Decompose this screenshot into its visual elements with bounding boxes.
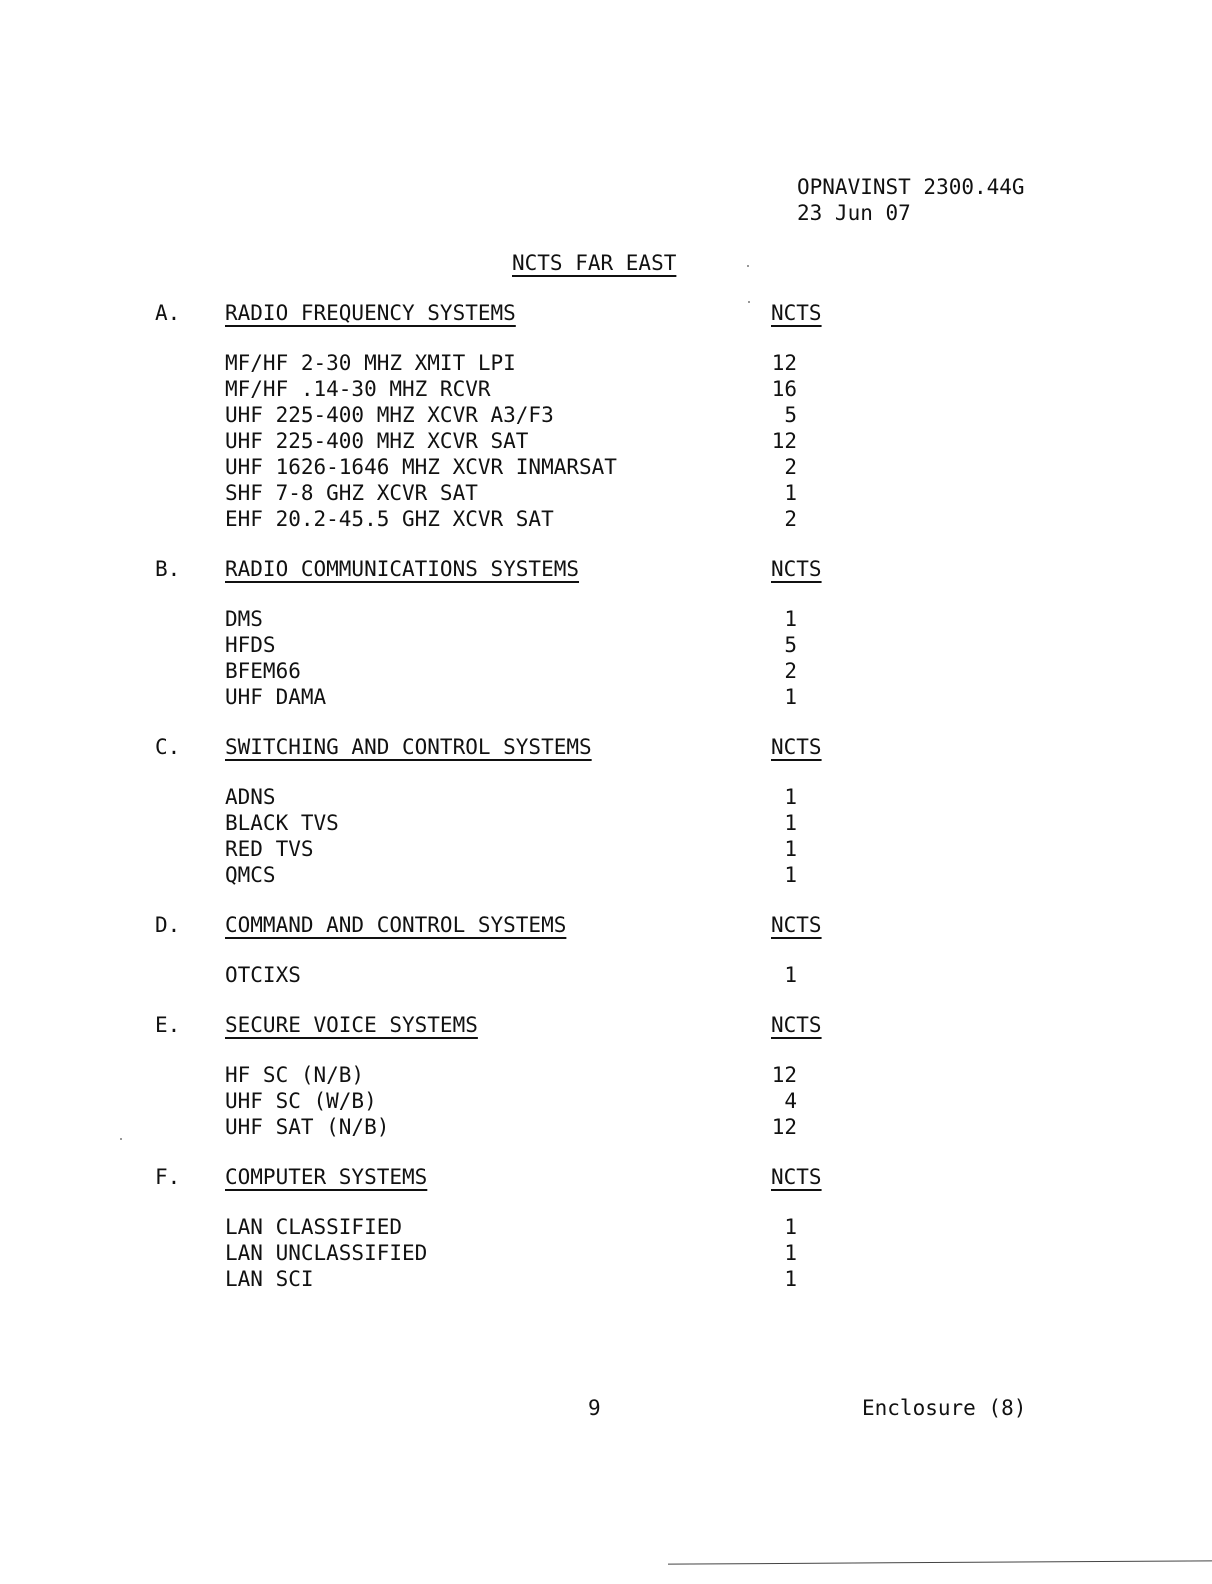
section (155, 300, 855, 532)
system-name: UHF SC (W/B) (225, 1089, 377, 1113)
scan-speck (747, 265, 749, 267)
system-name: UHF 225-400 MHZ XCVR A3/F3 (225, 403, 554, 427)
section-letter: C. (155, 735, 181, 759)
section-letter: B. (155, 557, 181, 581)
system-count: 1 (784, 811, 797, 835)
section-header (155, 912, 855, 938)
document-header (797, 174, 1025, 226)
table-row (155, 402, 855, 428)
table-row (155, 632, 855, 658)
system-name: QMCS (225, 863, 276, 887)
table-row (155, 480, 855, 506)
table-row (155, 606, 855, 632)
section-letter: F. (155, 1165, 181, 1189)
system-count: 1 (784, 481, 797, 505)
system-name: UHF 1626-1646 MHZ XCVR INMARSAT (225, 455, 617, 479)
system-name: LAN CLASSIFIED (225, 1215, 403, 1239)
system-name: SHF 7-8 GHZ XCVR SAT (225, 481, 478, 505)
table-row (155, 836, 855, 862)
section-letter: E. (155, 1013, 181, 1037)
document-date: 23 Jun 07 (797, 201, 911, 225)
enclosure-label: Enclosure (8) (862, 1396, 1027, 1420)
system-count: 1 (784, 963, 797, 987)
table-row (155, 506, 855, 532)
system-name: LAN UNCLASSIFIED (225, 1241, 428, 1265)
system-name: RED TVS (225, 837, 314, 861)
system-name: UHF 225-400 MHZ XCVR SAT (225, 429, 529, 453)
table-row (155, 350, 855, 376)
section (155, 912, 855, 988)
system-count: 2 (784, 455, 797, 479)
section-header (155, 1012, 855, 1038)
section-title: RADIO COMMUNICATIONS SYSTEMS (225, 557, 580, 581)
system-name: MF/HF .14-30 MHZ RCVR (225, 377, 491, 401)
system-name: LAN SCI (225, 1267, 314, 1291)
system-name: EHF 20.2-45.5 GHZ XCVR SAT (225, 507, 554, 531)
section (155, 1012, 855, 1140)
table-row (155, 454, 855, 480)
system-name: HFDS (225, 633, 276, 657)
scan-speck (120, 1138, 122, 1140)
system-count: 1 (784, 1241, 797, 1265)
column-header: NCTS (771, 735, 822, 759)
column-header: NCTS (771, 913, 822, 937)
system-name: HF SC (N/B) (225, 1063, 365, 1087)
system-name: OTCIXS (225, 963, 301, 987)
section-title: SECURE VOICE SYSTEMS (225, 1013, 478, 1037)
column-header: NCTS (771, 1013, 822, 1037)
section (155, 556, 855, 710)
section-title: RADIO FREQUENCY SYSTEMS (225, 301, 516, 325)
section (155, 1164, 855, 1292)
table-row (155, 1214, 855, 1240)
section-title: COMMAND AND CONTROL SYSTEMS (225, 913, 567, 937)
system-count: 4 (784, 1089, 797, 1113)
table-row (155, 810, 855, 836)
system-count: 5 (784, 633, 797, 657)
system-count: 1 (784, 785, 797, 809)
section-header (155, 556, 855, 582)
table-row (155, 1088, 855, 1114)
table-row (155, 1240, 855, 1266)
system-name: UHF SAT (N/B) (225, 1115, 390, 1139)
system-count: 1 (784, 1215, 797, 1239)
section-header (155, 734, 855, 760)
system-count: 1 (784, 685, 797, 709)
table-row (155, 1062, 855, 1088)
system-name: MF/HF 2-30 MHZ XMIT LPI (225, 351, 516, 375)
table-row (155, 376, 855, 402)
system-count: 1 (784, 863, 797, 887)
table-row (155, 1266, 855, 1292)
table-row (155, 1114, 855, 1140)
section-letter: A. (155, 301, 181, 325)
table-row (155, 428, 855, 454)
system-count: 2 (784, 507, 797, 531)
system-name: ADNS (225, 785, 276, 809)
system-count: 1 (784, 607, 797, 631)
system-count: 12 (771, 351, 797, 375)
table-row (155, 784, 855, 810)
page-title: NCTS FAR EAST (512, 251, 677, 275)
page-number: 9 (588, 1396, 601, 1420)
system-count: 16 (771, 377, 797, 401)
section-title: SWITCHING AND CONTROL SYSTEMS (225, 735, 592, 759)
table-row (155, 684, 855, 710)
system-name: BFEM66 (225, 659, 301, 683)
system-count: 2 (784, 659, 797, 683)
system-count: 12 (771, 1115, 797, 1139)
system-name: DMS (225, 607, 263, 631)
section-header (155, 1164, 855, 1190)
scan-speck (748, 301, 750, 303)
system-count: 5 (784, 403, 797, 427)
column-header: NCTS (771, 1165, 822, 1189)
table-row (155, 658, 855, 684)
system-sections (155, 300, 855, 1316)
system-count: 12 (771, 429, 797, 453)
column-header: NCTS (771, 301, 822, 325)
system-count: 12 (771, 1063, 797, 1087)
system-count: 1 (784, 837, 797, 861)
footer-rule (668, 1560, 1212, 1564)
instruction-number: OPNAVINST 2300.44G (797, 175, 1025, 199)
system-name: UHF DAMA (225, 685, 327, 709)
section-title: COMPUTER SYSTEMS (225, 1165, 428, 1189)
section-header (155, 300, 855, 326)
table-row (155, 862, 855, 888)
column-header: NCTS (771, 557, 822, 581)
section-letter: D. (155, 913, 181, 937)
section (155, 734, 855, 888)
table-row (155, 962, 855, 988)
system-count: 1 (784, 1267, 797, 1291)
system-name: BLACK TVS (225, 811, 339, 835)
